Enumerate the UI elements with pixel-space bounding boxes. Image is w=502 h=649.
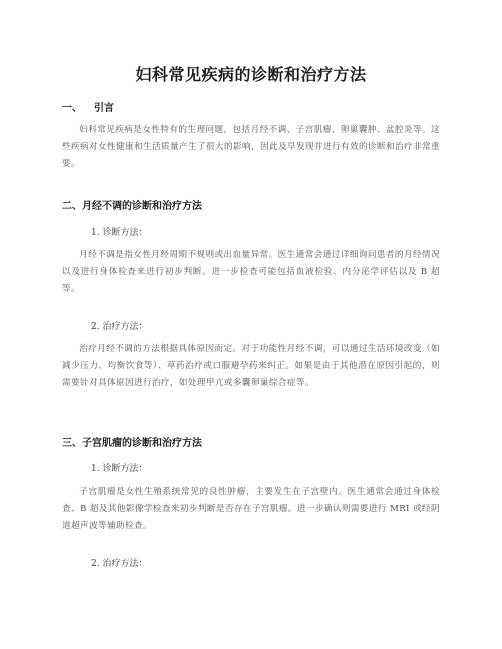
section-heading-fibroids: 三、子宫肌瘤的诊断和治疗方法: [62, 438, 202, 449]
menstrual-treatment-paragraph: 治疗月经不调的方法根据具体原因而定。对于功能性月经不调，可以通过生活环境改变（如减少压力、均衡饮食等）、草药治疗或口服避孕药来纠正。如果是由于其他潜在原因引起的，则需要针对具体原因进行治疗，如处理甲亢或多囊卵巢综合症等。: [62, 344, 440, 388]
menstrual-diagnosis-paragraph: 月经不调是指女性月经周期不规则或出血量异常。医生通常会通过详细询问患者的月经情况以及进行身体检查来进行初步判断。进一步检查可能包括血液检验、内分泌学评估以及 B 超等。: [62, 250, 440, 294]
fibroids-treatment-label: 2. 治疗方法：: [91, 559, 148, 569]
document-title: 妇科常见疾病的诊断和治疗方法: [135, 65, 367, 84]
menstrual-treatment-label: 2. 治疗方法：: [91, 322, 148, 332]
menstrual-diagnosis-label: 1. 诊断方法：: [91, 228, 148, 238]
fibroids-diagnosis-paragraph: 子宫肌瘤是女性生殖系统常见的良性肿瘤，主要发生在子宫壁内。医生通常会通过身体检查、B 超及其他影像学检查来初步判断是否存在子宫肌瘤。进一步确认则需要进行 MRI 或经阴道超声波等辅助检查。: [62, 487, 440, 531]
section-heading-intro: [62, 99, 114, 114]
section-number: 一、: [62, 103, 82, 114]
section-heading-menstrual: 二、月经不调的诊断和治疗方法: [62, 201, 202, 212]
fibroids-diagnosis-label: 1. 诊断方法：: [91, 464, 148, 474]
intro-paragraph: 妇科常见疾病是女性特有的生理问题，包括月经不调、子宫肌瘤、卵巢囊肿、盆腔炎等。这些疾病对女性健康和生活质量产生了很大的影响，因此及早发现并进行有效的诊断和治疗非常重要。: [62, 125, 440, 169]
section-heading-text: 引言: [94, 103, 114, 114]
